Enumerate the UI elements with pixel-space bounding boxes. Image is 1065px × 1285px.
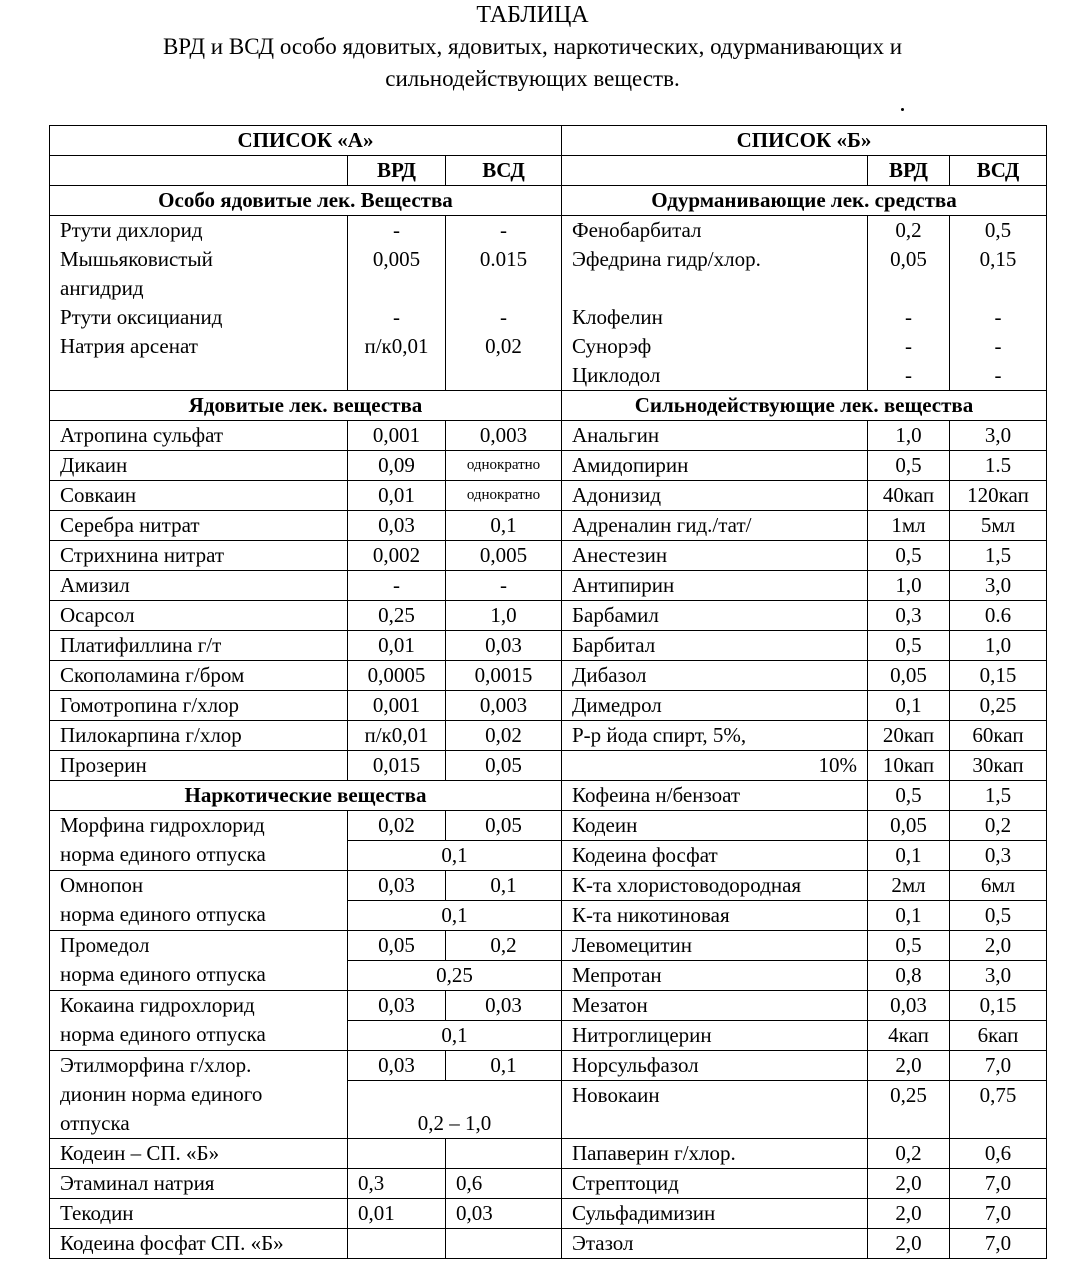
- vrd-value: 0,03: [348, 1051, 446, 1081]
- vsd-value: 0,03: [446, 631, 562, 661]
- drug-name: Фенобарбитал: [572, 218, 702, 242]
- vsd-value: 3,0: [950, 571, 1047, 601]
- drug-names: [50, 216, 348, 391]
- drug-name: Морфина гидрохлорид: [60, 813, 265, 837]
- vrd-value: [348, 1139, 446, 1169]
- vsd-value: -: [500, 305, 507, 329]
- table-row: [50, 541, 1047, 571]
- vrd-value: 2,0: [868, 1199, 950, 1229]
- vrd-value: 0,05: [348, 931, 446, 961]
- vsd-value: 5мл: [950, 511, 1047, 541]
- vrd-value: 0,25: [348, 601, 446, 631]
- vrd-value: -: [348, 571, 446, 601]
- vrd-value: 0,005: [372, 247, 421, 271]
- vrd-value: 0,001: [348, 691, 446, 721]
- drug-name: Нитроглицерин: [562, 1021, 868, 1051]
- table-row: [50, 751, 1047, 781]
- vsd-value: 0.015: [479, 247, 528, 271]
- vsd-value: 60кап: [950, 721, 1047, 751]
- vrd-value: 2,0: [868, 1169, 950, 1199]
- vrd-value: 0,5: [868, 931, 950, 961]
- vrd-value: 2,0: [868, 1229, 950, 1259]
- drug-name: Текодин: [50, 1199, 348, 1229]
- vrd-value: 40кап: [868, 481, 950, 511]
- vsd-value: -: [500, 218, 507, 242]
- vsd-value: 0,15: [950, 661, 1047, 691]
- drug-name: Эфедрина гидр/хлор.: [572, 247, 761, 271]
- drug-name: Натрия арсенат: [60, 334, 198, 358]
- vsd-value: однократно: [446, 451, 562, 481]
- vrd-value: 0,09: [348, 451, 446, 481]
- drug-name: Мышьяковистый: [60, 247, 213, 271]
- vrd-value: [348, 1229, 446, 1259]
- vrd-value: 20кап: [868, 721, 950, 751]
- col-vsd-header: ВСД: [446, 156, 562, 186]
- vsd-value: -: [994, 363, 1002, 387]
- vrd-value: 0,001: [348, 421, 446, 451]
- drug-name: Серебра нитрат: [50, 511, 348, 541]
- table-row: [50, 451, 1047, 481]
- vrd-value: 1мл: [868, 511, 950, 541]
- drug-name: Анальгин: [562, 421, 868, 451]
- vrd-value: 0,2: [895, 218, 922, 242]
- vsd-value: 0,003: [446, 691, 562, 721]
- vsd-value: 0,3: [950, 841, 1047, 871]
- table-row: [50, 601, 1047, 631]
- vrd-values: [348, 216, 446, 391]
- norm-label: норма единого отпуска: [60, 1022, 266, 1046]
- vsd-value: 0,5: [950, 901, 1047, 931]
- drug-name: Кодеин – СП. «Б»: [50, 1139, 348, 1169]
- scan-speck: [901, 108, 904, 111]
- col-vrd-header: ВРД: [868, 156, 950, 186]
- vsd-value: 3,0: [950, 421, 1047, 451]
- drug-name: ангидрид: [60, 276, 144, 300]
- vsd-value: -: [994, 334, 1002, 358]
- drug-name: Сульфадимизин: [562, 1199, 868, 1229]
- section-header: Одурманивающие лек. средства: [562, 186, 1047, 216]
- table-row: [50, 571, 1047, 601]
- table-row: [50, 216, 1047, 391]
- vsd-value: 1.5: [950, 451, 1047, 481]
- vsd-value: 2,0: [950, 931, 1047, 961]
- vsd-value: 0,2: [950, 811, 1047, 841]
- vrd-value: 0,5: [868, 451, 950, 481]
- drug-name: Анестезин: [562, 541, 868, 571]
- vsd-value: 30кап: [950, 751, 1047, 781]
- drug-name: Антипирин: [562, 571, 868, 601]
- drug-name: Барбитал: [562, 631, 868, 661]
- empty-cell: [562, 156, 868, 186]
- page-subtitle-line-1: ВРД и ВСД особо ядовитых, ядовитых, наркотических, одурманивающих и: [162, 34, 903, 59]
- vrd-value: 0,01: [348, 1199, 446, 1229]
- vrd-value: -: [393, 305, 400, 329]
- vrd-value: 0,03: [348, 511, 446, 541]
- vrd-value: -: [905, 305, 912, 329]
- vrd-value: 0,03: [348, 871, 446, 901]
- vrd-value: 4кап: [868, 1021, 950, 1051]
- vsd-value: 0,15: [950, 991, 1047, 1021]
- vsd-value: 0,1: [446, 1051, 562, 1081]
- vrd-value: 0,1: [868, 841, 950, 871]
- vrd-value: 0,03: [348, 991, 446, 1021]
- vsd-value: 3,0: [950, 961, 1047, 991]
- vsd-value: 120кап: [950, 481, 1047, 511]
- vrd-value: 0,1: [868, 901, 950, 931]
- vsd-value: 0,0015: [446, 661, 562, 691]
- drug-name: дионин норма единого: [60, 1082, 263, 1106]
- drug-name: Скополамина г/бром: [50, 661, 348, 691]
- drug-name: Амизил: [50, 571, 348, 601]
- drug-name: Ртути дихлорид: [60, 218, 203, 242]
- drug-name: Циклодол: [572, 363, 661, 387]
- vrd-value: 1,0: [868, 571, 950, 601]
- drug-names: [50, 991, 348, 1051]
- table-row: [50, 421, 1047, 451]
- vrd-value: 0,015: [348, 751, 446, 781]
- drug-name: Осарсол: [50, 601, 348, 631]
- norm-value: 0,25: [348, 961, 562, 991]
- list-a-header: СПИСОК «А»: [50, 126, 562, 156]
- table-row: [50, 631, 1047, 661]
- vrd-value: 0,25: [868, 1081, 950, 1139]
- vsd-value: 1,5: [950, 541, 1047, 571]
- vrd-value: 0,8: [868, 961, 950, 991]
- table-row: [50, 721, 1047, 751]
- drug-names: [50, 811, 348, 871]
- vsd-value: 0,03: [446, 991, 562, 1021]
- table-row: [50, 871, 1047, 901]
- vsd-value: 0,5: [984, 218, 1012, 242]
- vrd-value: 0,02: [348, 811, 446, 841]
- table-row: [50, 156, 1047, 186]
- vrd-value: 0,5: [868, 781, 950, 811]
- vrd-value: 10кап: [868, 751, 950, 781]
- norm-value: 0,2 – 1,0: [348, 1081, 562, 1139]
- vrd-value: 0,3: [348, 1169, 446, 1199]
- drug-name: Прозерин: [50, 751, 348, 781]
- vrd-value: -: [393, 218, 400, 242]
- drug-name: Кокаина гидрохлорид: [60, 993, 255, 1017]
- col-vrd-header: ВРД: [348, 156, 446, 186]
- vsd-value: 7,0: [950, 1051, 1047, 1081]
- vrd-value: 0,03: [868, 991, 950, 1021]
- vsd-value: [446, 1229, 562, 1259]
- norm-value: 0,1: [348, 901, 562, 931]
- vsd-value: 0,05: [446, 811, 562, 841]
- drug-name: Мезатон: [562, 991, 868, 1021]
- vrd-value: 0,05: [868, 811, 950, 841]
- empty-cell: [50, 156, 348, 186]
- vsd-value: 0.6: [950, 601, 1047, 631]
- drug-name: Дибазол: [562, 661, 868, 691]
- drug-name: Димедрол: [562, 691, 868, 721]
- vsd-value: 0,05: [446, 751, 562, 781]
- vsd-value: 0,6: [446, 1169, 562, 1199]
- table-row: [50, 1139, 1047, 1169]
- drug-name: К-та никотиновая: [562, 901, 868, 931]
- drug-name: Барбамил: [562, 601, 868, 631]
- vrd-value: 0,0005: [348, 661, 446, 691]
- vrd-value: п/к0,01: [348, 721, 446, 751]
- dosage-table: [49, 125, 1047, 1259]
- drug-name: Р-р йода спирт, 5%,: [562, 721, 868, 751]
- drug-name: Пилокарпина г/хлор: [50, 721, 348, 751]
- vrd-value: 0,002: [348, 541, 446, 571]
- vrd-value: 0,3: [868, 601, 950, 631]
- drug-name: Левомецитин: [562, 931, 868, 961]
- drug-name: Этилморфина г/хлор.: [60, 1053, 252, 1077]
- page-title: ТАБЛИЦА: [476, 2, 589, 28]
- vsd-value: 0,15: [979, 247, 1017, 271]
- drug-name: Атропина сульфат: [50, 421, 348, 451]
- vsd-value: 6кап: [950, 1021, 1047, 1051]
- drug-names: [562, 216, 868, 391]
- drug-name: Клофелин: [572, 305, 663, 329]
- drug-name: Сунорэф: [572, 334, 652, 358]
- table-row: [50, 1169, 1047, 1199]
- drug-name: 10%: [562, 751, 868, 781]
- drug-name: Новокаин: [562, 1081, 868, 1139]
- vsd-value: [446, 1139, 562, 1169]
- table-row: [50, 691, 1047, 721]
- vrd-value: -: [905, 363, 912, 387]
- drug-name: Гомотропина г/хлор: [50, 691, 348, 721]
- vrd-value: 1,0: [868, 421, 950, 451]
- page-subtitle-line-2: сильнодействующих веществ.: [385, 66, 680, 91]
- drug-name: Этазол: [562, 1229, 868, 1259]
- drug-name: Ртути оксицианид: [60, 305, 223, 329]
- vsd-value: 7,0: [950, 1199, 1047, 1229]
- list-b-header: СПИСОК «Б»: [562, 126, 1047, 156]
- vrd-value: 2мл: [868, 871, 950, 901]
- vrd-value: 0,2: [868, 1139, 950, 1169]
- vsd-value: 0,03: [446, 1199, 562, 1229]
- table-row: [50, 1051, 1047, 1081]
- vsd-value: 0,02: [446, 721, 562, 751]
- table-row: [50, 1229, 1047, 1259]
- drug-name: Стрихнина нитрат: [50, 541, 348, 571]
- vsd-values: [446, 216, 562, 391]
- drug-names: [50, 1051, 348, 1139]
- vrd-value: -: [905, 334, 912, 358]
- table-row: [50, 661, 1047, 691]
- table-row: [50, 186, 1047, 216]
- vsd-value: 1,0: [950, 631, 1047, 661]
- vsd-value: 6мл: [950, 871, 1047, 901]
- table-row: [50, 811, 1047, 841]
- vsd-value: 0,003: [446, 421, 562, 451]
- section-header: Особо ядовитые лек. Вещества: [50, 186, 562, 216]
- vrd-value: 2,0: [868, 1051, 950, 1081]
- vrd-value: 0,01: [348, 631, 446, 661]
- vsd-value: 0,2: [446, 931, 562, 961]
- table-row: [50, 126, 1047, 156]
- vrd-value: п/к0,01: [364, 334, 429, 358]
- drug-name: Кодеин: [562, 811, 868, 841]
- norm-label: норма единого отпуска: [60, 902, 266, 926]
- drug-name: Омнопон: [60, 873, 144, 897]
- drug-name: Кодеина фосфат: [562, 841, 868, 871]
- drug-name: отпуска: [60, 1111, 130, 1135]
- section-header: Наркотические вещества: [50, 781, 562, 811]
- norm-value: 0,1: [348, 841, 562, 871]
- table-row: [50, 1199, 1047, 1229]
- vsd-value: 0,02: [485, 334, 522, 358]
- vsd-value: 1,5: [950, 781, 1047, 811]
- vrd-values: [868, 216, 950, 391]
- drug-name: Этаминал натрия: [50, 1169, 348, 1199]
- drug-name: Платифиллина г/т: [50, 631, 348, 661]
- drug-names: [50, 871, 348, 931]
- vsd-value: 0,1: [446, 871, 562, 901]
- norm-value: 0,1: [348, 1021, 562, 1051]
- norm-label: норма единого отпуска: [60, 962, 266, 986]
- drug-name: Кодеина фосфат СП. «Б»: [50, 1229, 348, 1259]
- vsd-value: однократно: [446, 481, 562, 511]
- vsd-value: -: [446, 571, 562, 601]
- drug-name: Совкаин: [50, 481, 348, 511]
- drug-name: Амидопирин: [562, 451, 868, 481]
- vrd-value: 0,05: [868, 661, 950, 691]
- vsd-value: -: [994, 305, 1002, 329]
- norm-label: норма единого отпуска: [60, 842, 266, 866]
- drug-name: К-та хлористоводородная: [562, 871, 868, 901]
- vrd-value: 0,05: [890, 247, 927, 271]
- table-row: [50, 391, 1047, 421]
- drug-names: [50, 931, 348, 991]
- vsd-value: 0,005: [446, 541, 562, 571]
- vrd-value: 0,1: [868, 691, 950, 721]
- vrd-value: 0,5: [868, 541, 950, 571]
- drug-name: Дикаин: [50, 451, 348, 481]
- drug-name: Стрептоцид: [562, 1169, 868, 1199]
- vsd-value: 0,75: [950, 1081, 1047, 1139]
- drug-name: Адреналин гид./тат/: [562, 511, 868, 541]
- vsd-value: 7,0: [950, 1169, 1047, 1199]
- table-row: [50, 481, 1047, 511]
- vsd-value: 7,0: [950, 1229, 1047, 1259]
- vsd-value: 0,6: [950, 1139, 1047, 1169]
- section-header: Сильнодействующие лек. вещества: [562, 391, 1047, 421]
- drug-name: Промедол: [60, 933, 150, 957]
- drug-name: Норсульфазол: [562, 1051, 868, 1081]
- table-row: [50, 781, 1047, 811]
- vsd-value: 0,25: [950, 691, 1047, 721]
- table-row: [50, 931, 1047, 961]
- drug-name: Папаверин г/хлор.: [562, 1139, 868, 1169]
- drug-name: Адонизид: [562, 481, 868, 511]
- drug-name: Кофеина н/бензоат: [562, 781, 868, 811]
- drug-name: Мепротан: [562, 961, 868, 991]
- table-row: [50, 991, 1047, 1021]
- vsd-value: 0,1: [446, 511, 562, 541]
- section-header: Ядовитые лек. вещества: [50, 391, 562, 421]
- table-row: [50, 511, 1047, 541]
- vsd-values: [950, 216, 1047, 391]
- vrd-value: 0,5: [868, 631, 950, 661]
- vsd-value: 1,0: [446, 601, 562, 631]
- vrd-value: 0,01: [348, 481, 446, 511]
- col-vsd-header: ВСД: [950, 156, 1047, 186]
